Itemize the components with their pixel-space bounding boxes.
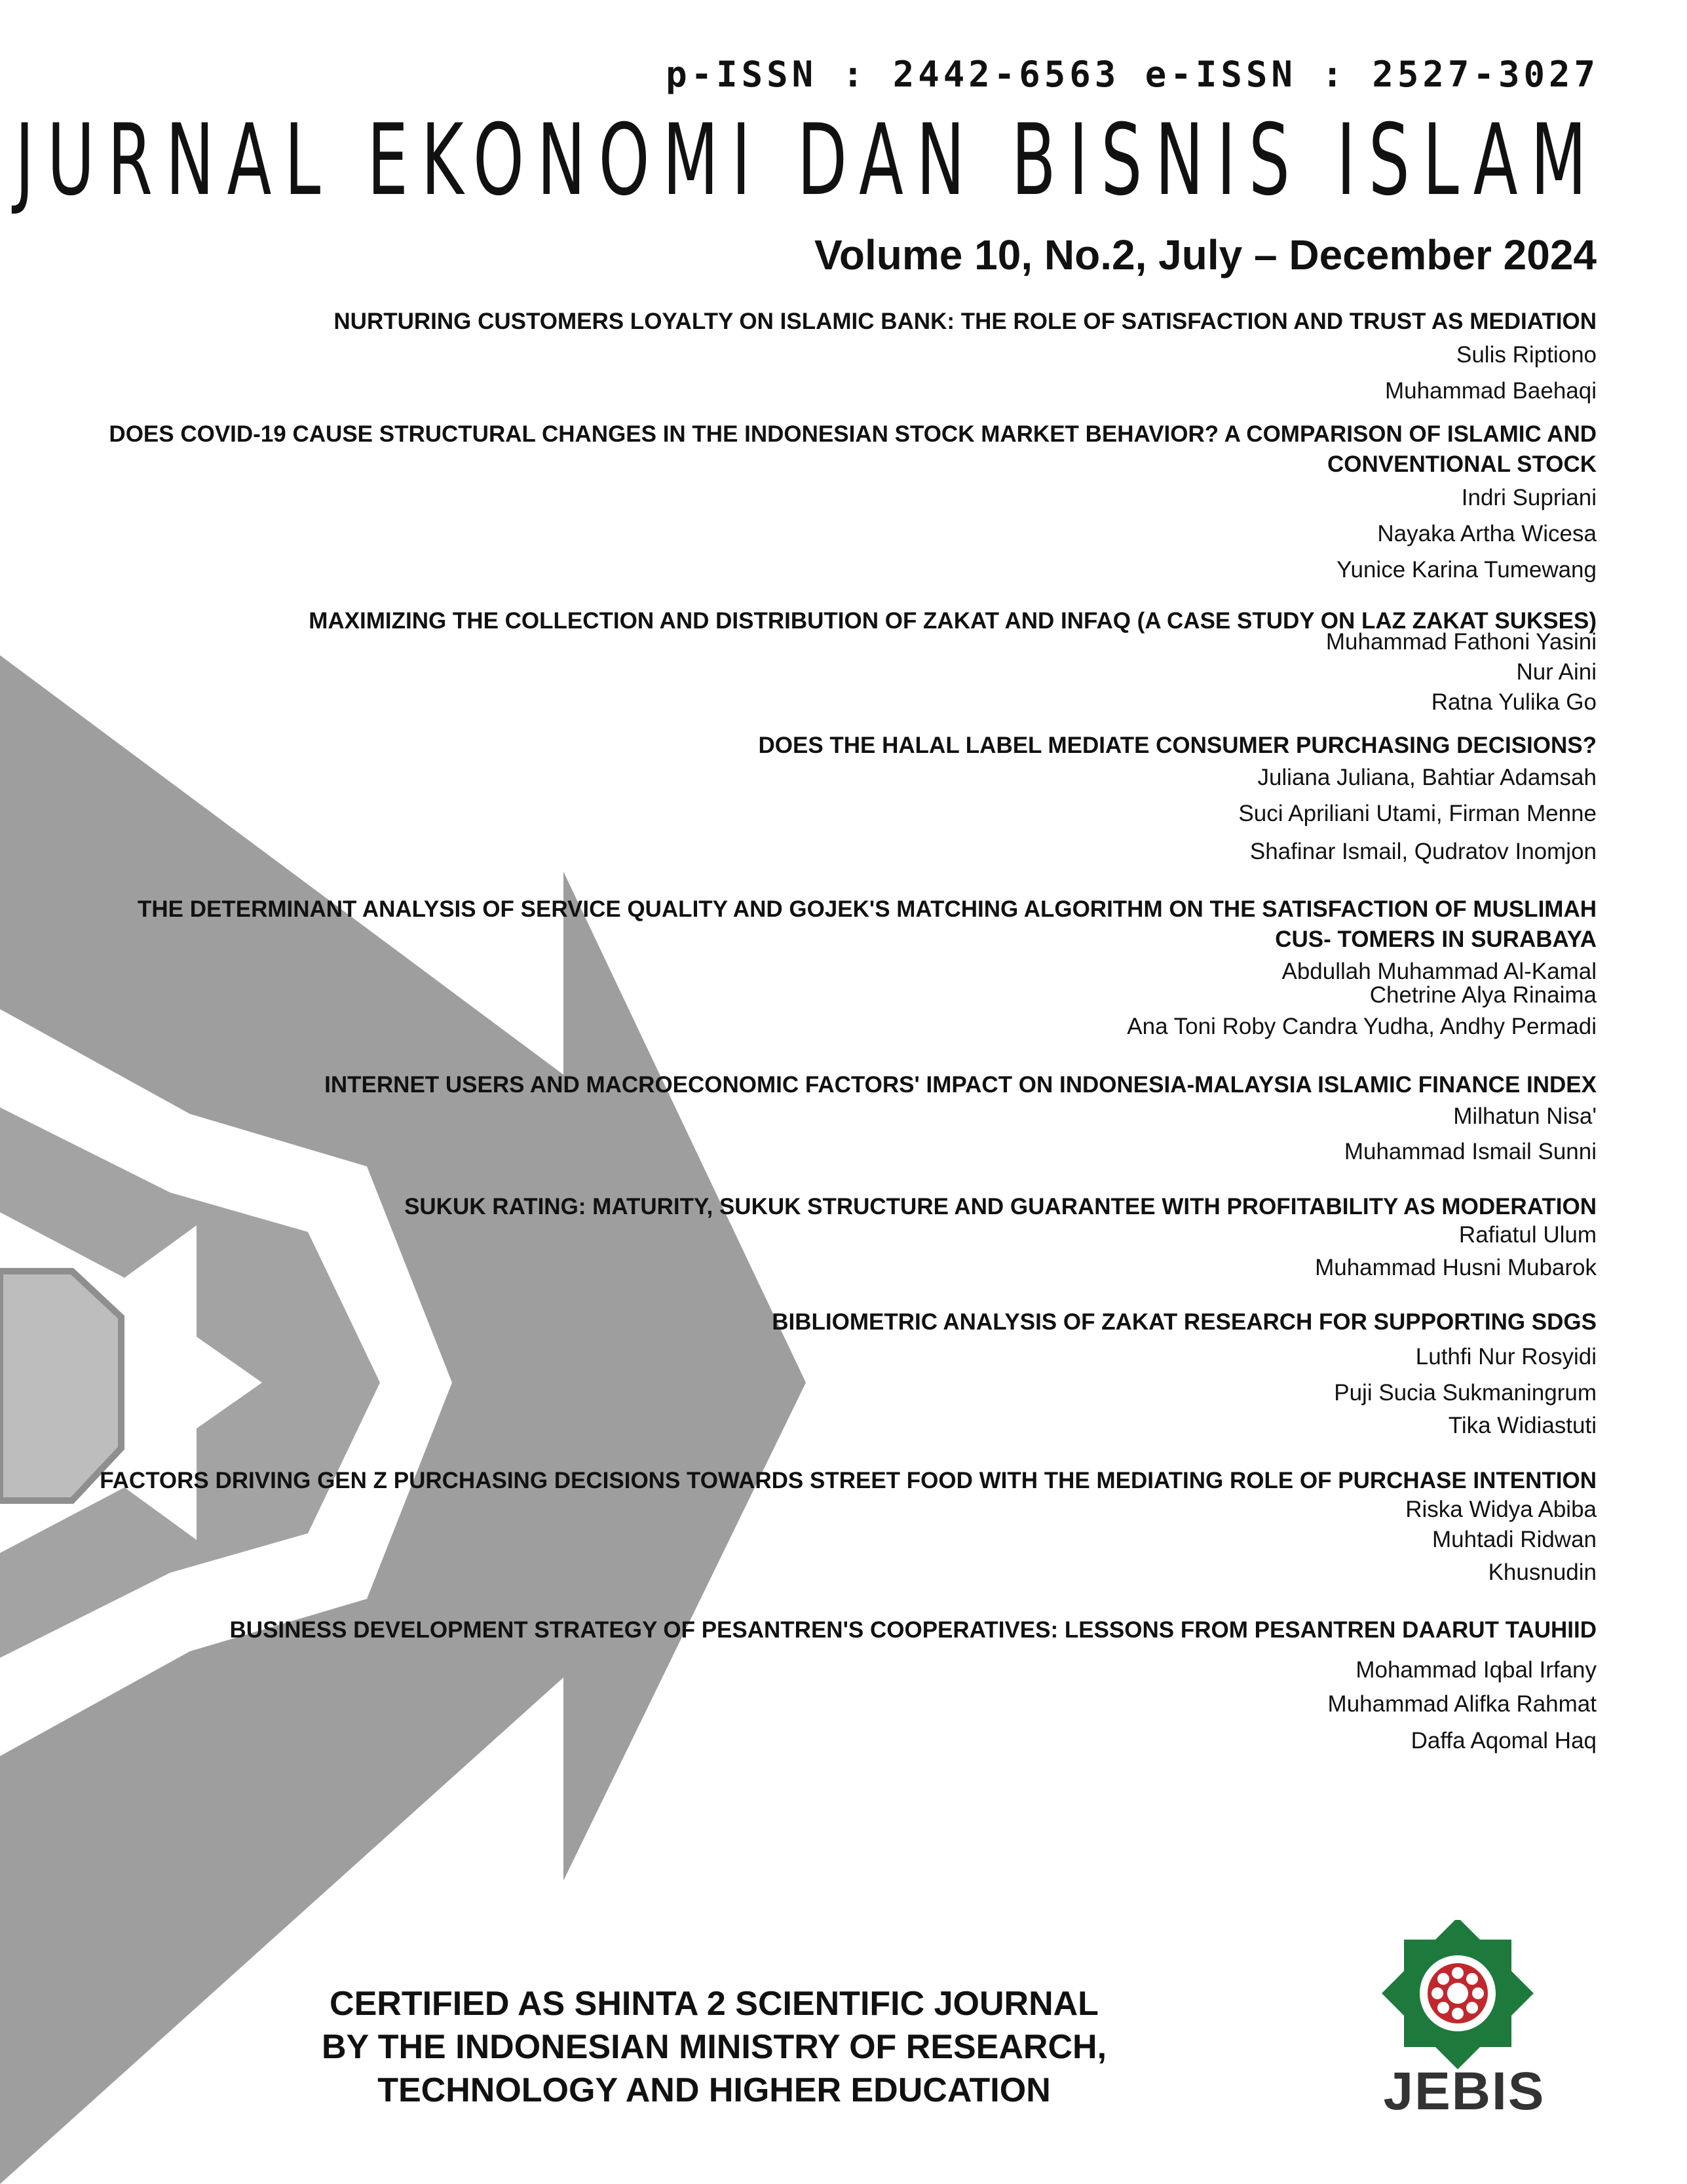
- author-name: Juliana Juliana, Bahtiar Adamsah: [1257, 765, 1597, 790]
- author-name: Muhammad Husni Mubarok: [1315, 1255, 1597, 1280]
- certification-line: CERTIFIED AS SHINTA 2 SCIENTIFIC JOURNAL: [330, 1985, 1099, 2023]
- author-list: [85, 1100, 1597, 1171]
- jebis-logo-text: JEBIS: [1383, 2061, 1545, 2121]
- author-list: [85, 337, 1597, 409]
- article-entry[interactable]: [85, 731, 1597, 871]
- author-name: Nayaka Artha Wicesa: [1377, 521, 1597, 546]
- author-name: Muhammad Ismail Sunni: [1344, 1139, 1597, 1164]
- author-name: Nur Aini: [1516, 659, 1597, 685]
- author-list: [85, 1222, 1597, 1288]
- author-name: Indri Supriani: [1461, 485, 1597, 510]
- article-entry[interactable]: [85, 894, 1597, 1046]
- article-title[interactable]: DOES THE HALAL LABEL MEDIATE CONSUMER PURCHASING DECISIONS?: [758, 733, 1597, 758]
- author-list: [85, 1653, 1597, 1761]
- certification-line: TECHNOLOGY AND HIGHER EDUCATION: [377, 2071, 1051, 2109]
- author-list: [85, 480, 1597, 588]
- author-list: [85, 1496, 1597, 1589]
- article-title[interactable]: INTERNET USERS AND MACROECONOMIC FACTORS' IMPACT ON INDONESIA-MALAYSIA ISLAMIC FINANCE INDEX: [324, 1072, 1597, 1098]
- author-name: Mohammad Iqbal Irfany: [1355, 1657, 1597, 1683]
- author-name: Muhtadi Ridwan: [1432, 1527, 1597, 1552]
- author-name: Ratna Yulika Go: [1431, 689, 1597, 715]
- author-name: Shafinar Ismail, Qudratov Inomjon: [1249, 839, 1597, 864]
- author-name: Ana Toni Roby Candra Yudha, Andhy Permadi: [1127, 1014, 1597, 1039]
- article-title[interactable]: THE DETERMINANT ANALYSIS OF SERVICE QUALITY AND GOJEK'S MATCHING ALGORITHM ON THE SATISFACTION OF MUSLIMAH CUS- TOMERS IN SURABAYA: [138, 896, 1597, 952]
- article-title[interactable]: SUKUK RATING: MATURITY, SUKUK STRUCTURE AND GUARANTEE WITH PROFITABILITY AS MODERATION: [404, 1194, 1597, 1219]
- author-name: Tika Widiastuti: [1448, 1413, 1597, 1438]
- article-entry[interactable]: [85, 1307, 1597, 1442]
- article-entry[interactable]: [85, 1615, 1597, 1761]
- author-name: Daffa Aqomal Haq: [1411, 1728, 1597, 1753]
- article-entry[interactable]: [85, 307, 1597, 409]
- article-entry[interactable]: [85, 1466, 1597, 1589]
- author-name: Suci Apriliani Utami, Firman Menne: [1238, 801, 1597, 826]
- volume-issue: Volume 10, No.2, July – December 2024: [814, 231, 1597, 278]
- author-name: Puji Sucia Sukmaningrum: [1334, 1380, 1597, 1406]
- author-name: Milhatun Nisa': [1453, 1103, 1597, 1129]
- author-name: Chetrine Alya Rinaima: [1369, 982, 1597, 1008]
- author-list: [85, 1337, 1597, 1442]
- author-name: Riska Widya Abiba: [1405, 1497, 1597, 1522]
- article-title[interactable]: NURTURING CUSTOMERS LOYALTY ON ISLAMIC BANK: THE ROLE OF SATISFACTION AND TRUST AS MEDIATION: [333, 309, 1597, 334]
- article-title[interactable]: MAXIMIZING THE COLLECTION AND DISTRIBUTION OF ZAKAT AND INFAQ (A CASE STUDY ON LAZ ZAKAT SUKSES): [309, 608, 1597, 634]
- author-name: Khusnudin: [1488, 1560, 1597, 1585]
- issn-line: p-ISSN : 2442-6563 e-ISSN : 2527-3027: [666, 54, 1599, 95]
- table-of-contents: [85, 307, 1597, 1761]
- author-name: Rafiatul Ulum: [1458, 1222, 1597, 1248]
- article-title[interactable]: BIBLIOMETRIC ANALYSIS OF ZAKAT RESEARCH FOR SUPPORTING SDGS: [772, 1309, 1597, 1335]
- author-list: [85, 761, 1597, 871]
- author-list: [85, 627, 1597, 718]
- author-name: Muhammad Baehaqi: [1385, 378, 1597, 404]
- article-title[interactable]: BUSINESS DEVELOPMENT STRATEGY OF PESANTREN'S COOPERATIVES: LESSONS FROM PESANTREN DAARUT TAUHIID: [229, 1617, 1597, 1643]
- author-list: [85, 960, 1597, 1046]
- article-entry[interactable]: [85, 606, 1597, 718]
- article-entry[interactable]: [85, 1070, 1597, 1171]
- author-name: Sulis Riptiono: [1456, 342, 1597, 368]
- certification-statement: [308, 1982, 1120, 2112]
- author-name: Yunice Karina Tumewang: [1336, 557, 1597, 583]
- author-name: Muhammad Fathoni Yasini: [1325, 629, 1597, 655]
- article-entry[interactable]: [85, 1192, 1597, 1288]
- journal-title: JURNAL EKONOMI DAN BISNIS ISLAM: [14, 104, 1599, 218]
- certification-line: BY THE INDONESIAN MINISTRY OF RESEARCH,: [321, 2028, 1107, 2066]
- author-name: Muhammad Alifka Rahmat: [1327, 1691, 1597, 1717]
- author-name: Abdullah Muhammad Al-Kamal: [1281, 959, 1597, 984]
- author-name: Luthfi Nur Rosyidi: [1415, 1344, 1597, 1370]
- article-title[interactable]: FACTORS DRIVING GEN Z PURCHASING DECISIONS TOWARDS STREET FOOD WITH THE MEDIATING ROLE OF PURCHASE INTENTION: [100, 1468, 1597, 1493]
- article-title[interactable]: DOES COVID-19 CAUSE STRUCTURAL CHANGES IN THE INDONESIAN STOCK MARKET BEHAVIOR? A COMPARISON OF ISLAMIC AND CONVENTIONAL STOCK: [109, 421, 1597, 477]
- article-entry[interactable]: [85, 419, 1597, 588]
